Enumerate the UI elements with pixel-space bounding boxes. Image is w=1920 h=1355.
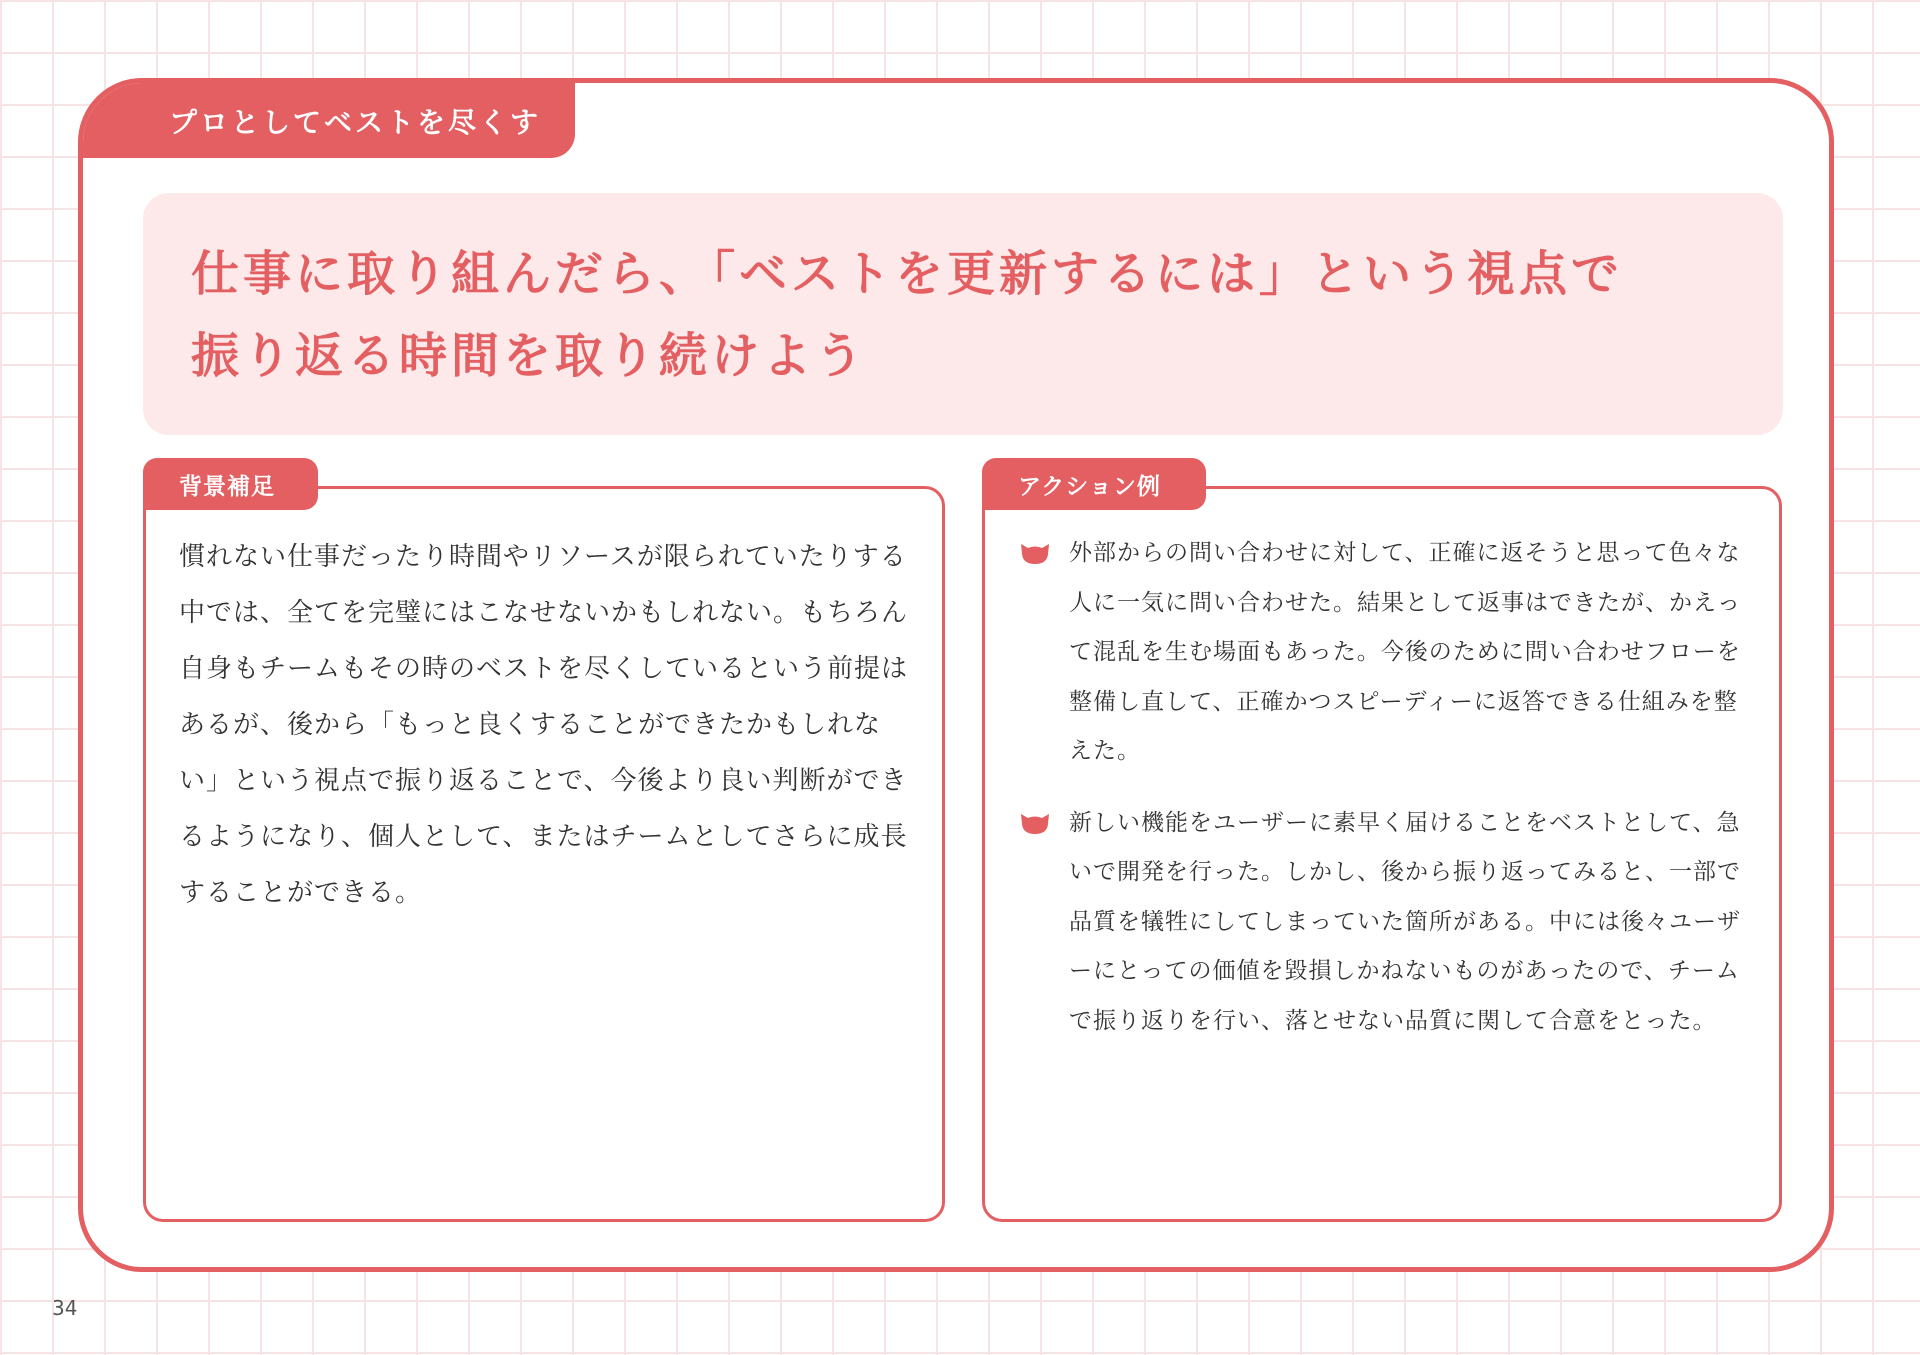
background-label-tab bbox=[143, 458, 318, 510]
section-title: プロとしてベストを尽くす bbox=[169, 105, 542, 139]
section-title-tab bbox=[83, 83, 575, 158]
background-text: 慣れない仕事だったり時間やリソースが限られていたりする中では、全てを完璧にはこなせないかもしれない。もちろん自身もチームもその時のベストを尽くしているという前提はあるが、後から「もっと良くすることができたかもしれない」という視点で振り返ることで、今後より良い判断ができるようになり、個人として、またはチームとしてさらに成長することができる。 bbox=[179, 542, 909, 908]
background-panel bbox=[143, 486, 945, 1222]
background-label: 背景補足 bbox=[179, 473, 275, 500]
action-list bbox=[1019, 529, 1751, 1068]
actions-label-tab bbox=[982, 458, 1206, 510]
action-text: 外部からの問い合わせに対して、正確に返そうと思って色々な人に一気に問い合わせた。結果として返事はできたが、かえって混乱を生む場面もあった。今後のために問い合わせフローを整備し直して、正確かつスピーディーに返答できる仕組みを整えた。 bbox=[1069, 540, 1741, 764]
actions-label: アクション例 bbox=[1018, 473, 1161, 500]
action-item bbox=[1019, 799, 1751, 1047]
headline-line-2: 振り返る時間を取り続けよう bbox=[191, 328, 868, 384]
action-text: 新しい機能をユーザーに素早く届けることをベストとして、急いで開発を行った。しかし、後から振り返ってみると、一部で品質を犠牲にしてしまっていた箇所がある。中には後々ユーザーにとっての価値を毀損しかねないものがあったので、チームで振り返りを行い、落とせない品質に関して合意をとった。 bbox=[1069, 809, 1741, 1034]
action-item bbox=[1019, 529, 1751, 777]
actions-panel bbox=[982, 486, 1782, 1222]
headline-box bbox=[143, 193, 1783, 435]
headline-line-1: 仕事に取り組んだら、「ベストを更新するには」という視点で bbox=[191, 246, 1624, 302]
cat-head-icon bbox=[1019, 810, 1051, 836]
cat-head-icon bbox=[1019, 540, 1051, 566]
main-card bbox=[78, 78, 1834, 1272]
page-number: 34 bbox=[52, 1296, 78, 1320]
